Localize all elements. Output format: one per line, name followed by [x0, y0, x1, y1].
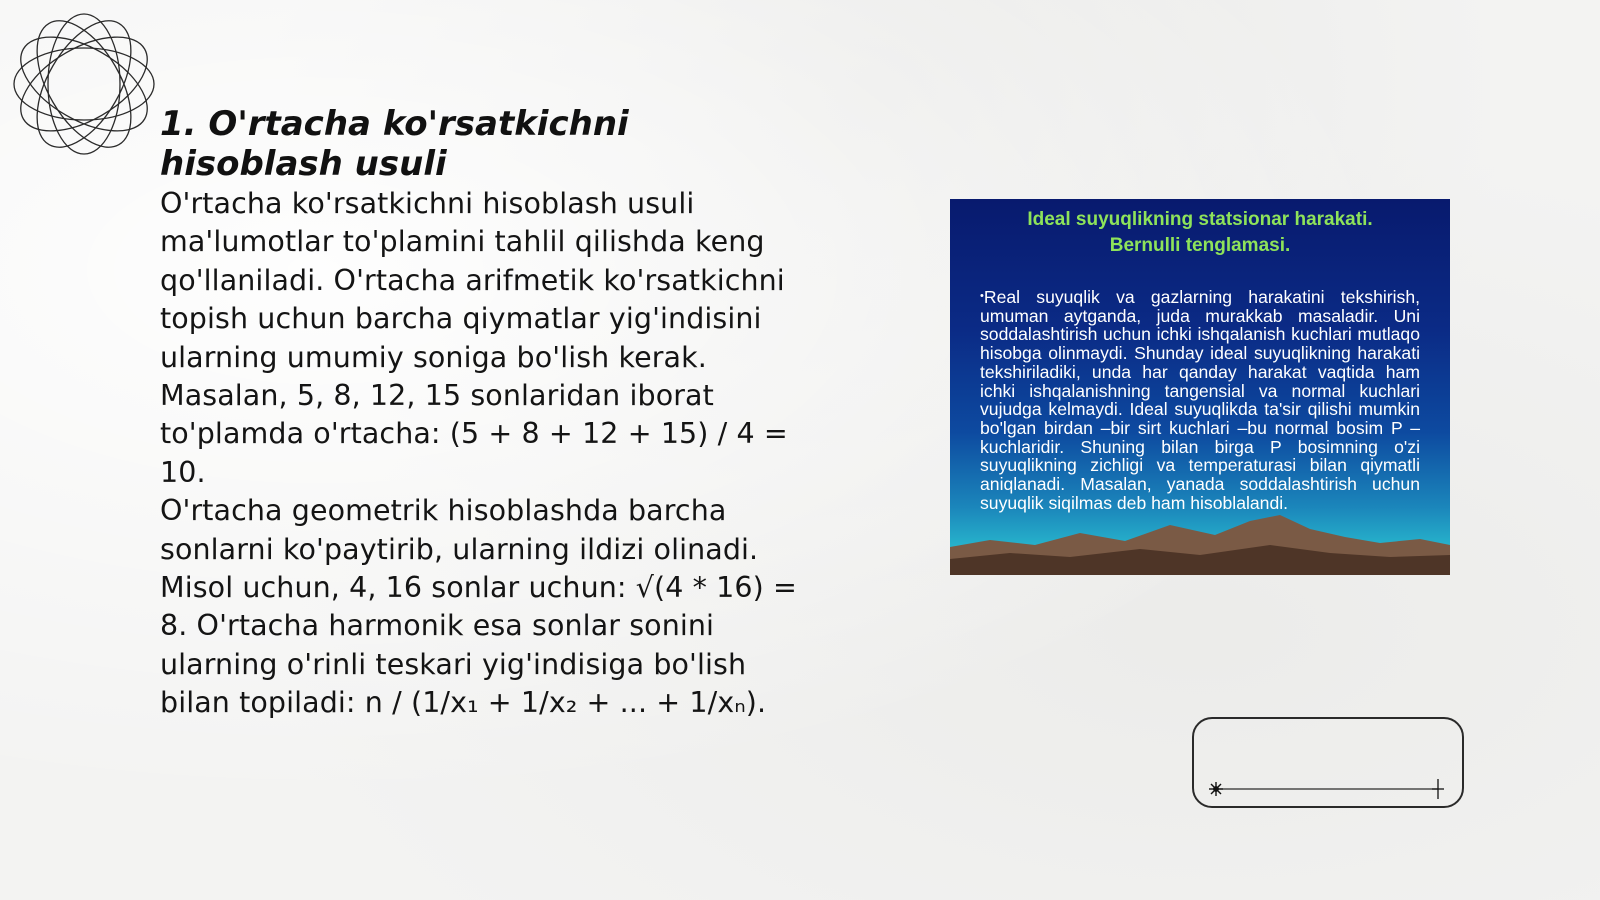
timeline-box	[1192, 717, 1464, 808]
sparkle-icon	[1209, 782, 1223, 796]
embedded-title-line: Ideal suyuqlikning statsionar harakati.	[1027, 209, 1373, 230]
body-line: to'plamda o'rtacha: (5 + 8 + 12 + 15) / 4 = 10.	[160, 417, 788, 489]
body-line: topish uchun barcha qiymatlar yig'indisini	[160, 302, 762, 336]
star-icon	[1432, 779, 1444, 799]
body-line: O'rtacha ko'rsatkichni hisoblash usuli	[160, 187, 695, 220]
body-line: qo'llaniladi. O'rtacha arifmetik ko'rsatkichni	[160, 263, 785, 297]
embedded-slide-body	[980, 287, 1420, 512]
body-line: ma'lumotlar to'plamini tahlil qilishda keng	[160, 225, 765, 259]
bullet-mark: •	[980, 290, 984, 302]
body-line: bilan topiladi: n / (1/x₁ + 1/x₂ + ... + 1/xₙ).	[160, 686, 767, 720]
body-line: Misol uchun, 4, 16 sonlar uchun: √(4 * 16) =	[160, 571, 797, 605]
body-line: sonlarni ko'paytirib, ularning ildizi olinadi.	[160, 532, 759, 566]
embedded-body-text: Real suyuqlik va gazlarning harakatini tekshirish, umuman aytganda, juda murakkab masaladir. Uni soddalashtirish uchun ichki ishqalanish kuchlari mutlaqo hisobga olinmaydi. Shunday ideal suyuqlikning harakati tekshiriladiki, unda har qanday harakat vaqtida ham ichki ishqalanishning tangensial va normal kuchlari vujudga kelmaydi. Ideal suyuqlikda ta'sir qilishi mumkin bo'lgan birdan –bir sirt kuchlari –bu normal bosim P –kuchlaridir. Shuning bilan birga P bosimning o'zi suyuqlikning zichligi va temperaturasi bilan qiymatli aniqlanadi. Masalan, yanada soddalashtirish uchun suyuqlik siqilmas deb ham hisoblalandi.	[980, 287, 1420, 513]
body-line: O'rtacha geometrik hisoblashda barcha	[160, 494, 727, 528]
spirograph-ornament-icon	[10, 10, 158, 158]
body-line: ularning umumiy soniga bo'lish kerak.	[160, 340, 707, 374]
embedded-title-line: Bernulli tenglamasi.	[1109, 235, 1291, 256]
slide-body-text	[160, 185, 830, 723]
embedded-slide-image	[950, 199, 1450, 575]
body-line: Masalan, 5, 8, 12, 15 sonlaridan iborat	[160, 379, 714, 413]
timeline-graphic	[1194, 719, 1466, 810]
embedded-slide-title	[970, 207, 1430, 259]
body-line: 8. O'rtacha harmonik esa sonlar sonini	[160, 609, 715, 643]
slide-title: 1. O'rtacha ko'rsatkichni hisoblash usuli	[160, 104, 629, 184]
body-line: ularning o'rinli teskari yig'indisiga bo'lish	[160, 647, 747, 681]
